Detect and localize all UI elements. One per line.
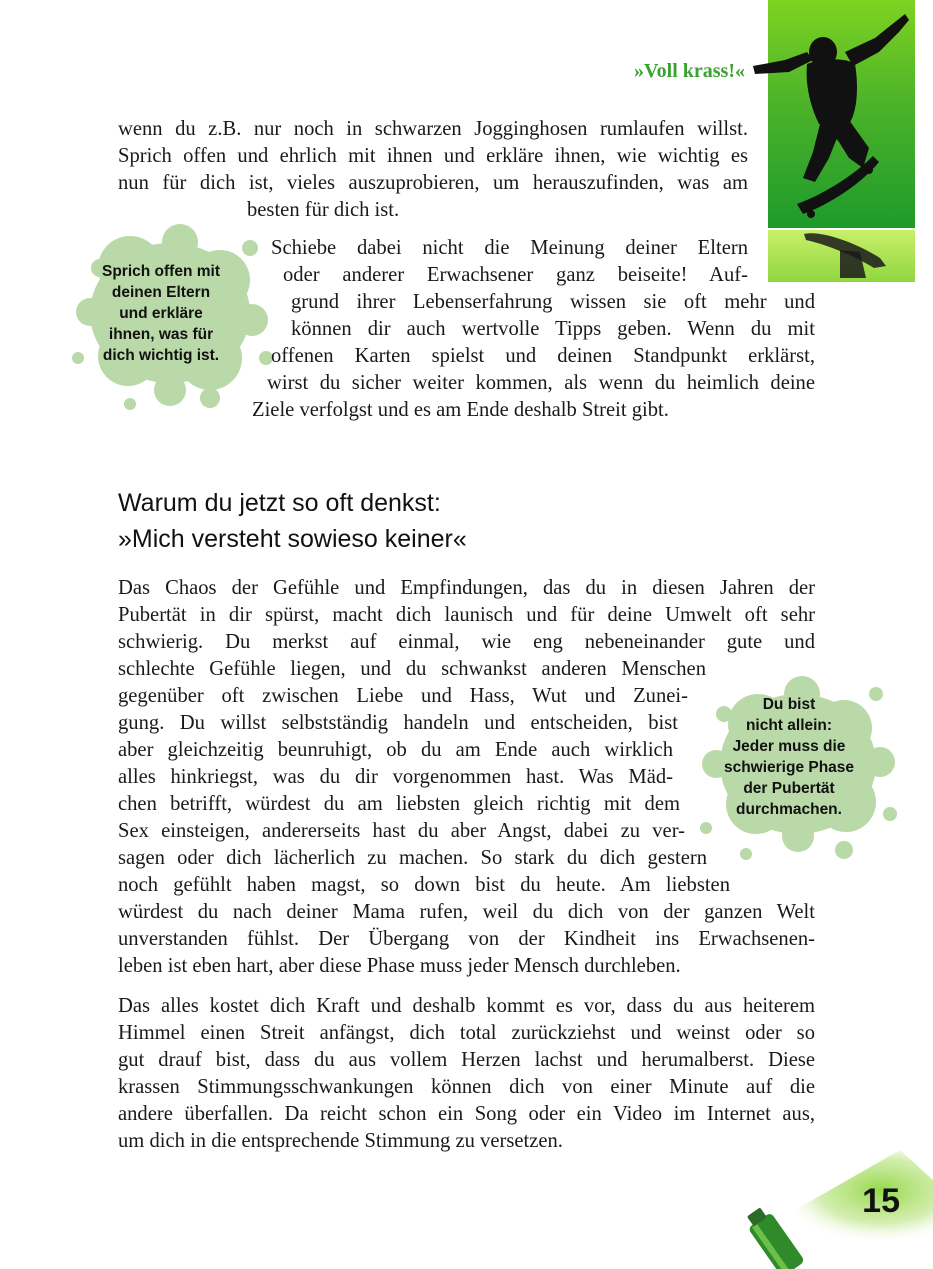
- text-line: alles hinkriegst, was du dir vorgenommen hast. Was Mäd-: [118, 766, 673, 788]
- text-line: Pubertät in dir spürst, macht dich launisch und für deine Umwelt oft sehr: [118, 604, 815, 626]
- text-line: schwierig. Du merkst auf einmal, wie eng nebeneinander gute und: [118, 631, 815, 653]
- text-line: Das alles kostet dich Kraft und deshalb kommt es vor, dass du aus heiterem: [118, 995, 815, 1017]
- text-line: oder anderer Erwachsener ganz beiseite! Auf-: [283, 264, 748, 286]
- callout-line: Jeder muss die: [732, 738, 846, 755]
- paragraph-das-alles-kostet: [118, 993, 815, 1155]
- heading-line: »Mich versteht sowieso keiner«: [118, 525, 467, 553]
- text-line: nun für dich ist, vieles auszuprobieren, um herauszufinden, was am: [118, 172, 748, 194]
- callout-line: schwierige Phase: [723, 759, 855, 776]
- callout-line: durchmachen.: [736, 801, 842, 818]
- text-line: wenn du z.B. nur noch in schwarzen Jogginghosen rumlaufen willst.: [118, 118, 748, 140]
- text-line: Sprich offen und ehrlich mit ihnen und erkläre ihnen, wie wichtig es: [118, 145, 748, 167]
- callout-line: der Pubertät: [743, 780, 835, 797]
- callout-line: deinen Eltern: [111, 284, 211, 301]
- text-line: Sex einsteigen, andererseits hast du aber Angst, dabei zu ver-: [118, 820, 685, 842]
- text-line: andere überfallen. Da reicht schon ein Song oder ein Video im Internet aus,: [118, 1103, 815, 1125]
- text-line: würdest du nach deiner Mama rufen, weil du dich von der ganzen Welt: [118, 901, 815, 923]
- callout-line: nicht allein:: [745, 717, 833, 734]
- callout-line: und erkläre: [119, 305, 203, 322]
- text-line: besten für dich ist.: [247, 199, 400, 221]
- text-line: Schiebe dabei nicht die Meinung deiner Eltern: [271, 237, 748, 259]
- callout-line: Sprich offen mit: [102, 263, 220, 280]
- paragraph-schiebe-dabei: [0, 235, 933, 424]
- text-line: chen betrifft, würdest du am liebsten gleich richtig mit dem: [118, 793, 680, 815]
- skateboarder-silhouette-icon: [745, 8, 915, 223]
- heading-line: Warum du jetzt so oft denkst:: [118, 489, 441, 517]
- text-line: Ziele verfolgst und es am Ende deshalb Streit gibt.: [252, 399, 669, 421]
- text-line: krassen Stimmungsschwankungen können dich von einer Minute auf die: [118, 1076, 815, 1098]
- text-line: wirst du sicher weiter kommen, als wenn du heimlich deine: [267, 372, 815, 394]
- text-line: um dich in die entsprechende Stimmung zu versetzen.: [118, 1130, 563, 1152]
- text-line: schlechte Gefühle liegen, und du schwankst anderen Menschen: [118, 658, 706, 680]
- text-line: unverstanden fühlst. Der Übergang von der Kindheit ins Erwachsenen-: [118, 928, 815, 950]
- text-line: noch gefühlt haben magst, so down bist du heute. Am liebsten: [118, 874, 730, 896]
- text-line: sagen oder dich lächerlich zu machen. So stark du dich gestern: [118, 847, 707, 869]
- text-line: grund ihrer Lebenserfahrung wissen sie oft mehr und: [291, 291, 815, 313]
- text-line: leben ist eben hart, aber diese Phase muss jeder Mensch durchleben.: [118, 955, 681, 977]
- text-line: offenen Karten spielst und deinen Standpunkt erklärst,: [271, 345, 815, 367]
- page-number: 15: [862, 1182, 900, 1220]
- callout-line: ihnen, was für: [108, 326, 214, 343]
- text-line: gut drauf bist, dass du aus vollem Herzen lachst und herumalberst. Diese: [118, 1049, 815, 1071]
- text-line: können dir auch wertvolle Tipps geben. Wenn du mit: [291, 318, 815, 340]
- callout-line: Du bist: [762, 696, 816, 713]
- text-line: gung. Du willst selbstständig handeln und entscheiden, bist: [118, 712, 678, 734]
- text-line: aber gleichzeitig beunruhigt, ob du am Ende auch wirklich: [118, 739, 673, 761]
- callout-line: dich wichtig ist.: [102, 347, 220, 364]
- callout-du-bist-nicht-allein: [712, 694, 866, 820]
- text-line: Das Chaos der Gefühle und Empfindungen, das du in diesen Jahren der: [118, 577, 815, 599]
- section-heading: [118, 485, 718, 557]
- text-line: gegenüber oft zwischen Liebe und Hass, Wut und Zunei-: [118, 685, 688, 707]
- text-line: Himmel einen Streit anfängst, dich total zurückziehst und weinst oder so: [118, 1022, 815, 1044]
- running-title: »Voll krass!«: [634, 60, 745, 82]
